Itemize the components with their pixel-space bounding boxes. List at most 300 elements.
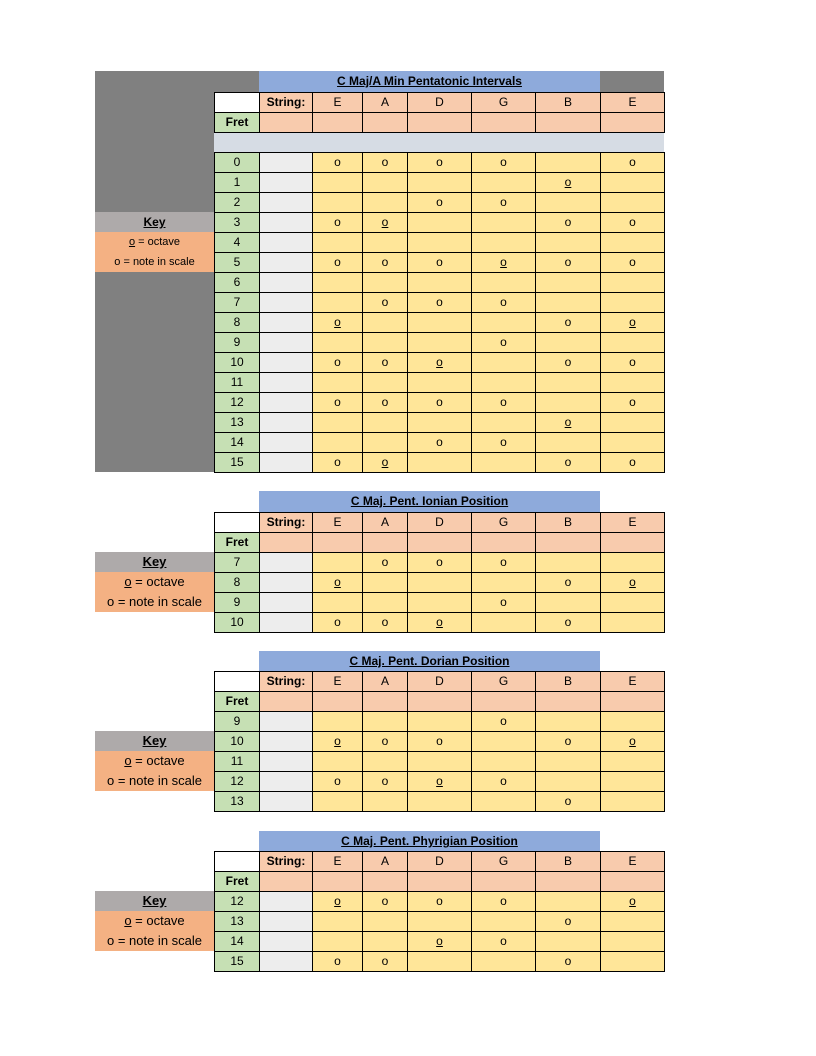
- note-cell: o: [407, 192, 472, 213]
- fret-number: 14: [214, 931, 260, 952]
- note-cell: [312, 172, 363, 193]
- note-cell: o: [312, 212, 363, 233]
- fret-number: 8: [214, 312, 260, 333]
- octave-symbol: o: [128, 236, 136, 248]
- separator-band: [214, 132, 664, 152]
- spacer-cell: [259, 392, 313, 413]
- note-cell: o: [471, 252, 536, 273]
- key-note: [95, 252, 214, 272]
- fret-number: 6: [214, 272, 260, 293]
- note-symbol: o: [114, 256, 121, 268]
- note-cell: [312, 592, 363, 613]
- fret-number: 12: [214, 771, 260, 792]
- note-cell: o: [535, 731, 601, 752]
- note-text: = note in scale: [120, 256, 195, 268]
- key-title: Key: [95, 891, 214, 911]
- note-cell: [362, 312, 408, 333]
- note-cell: o: [407, 152, 472, 173]
- string-name: E: [600, 92, 665, 113]
- note-cell: [362, 711, 408, 732]
- note-cell: o: [407, 771, 472, 792]
- note-cell: o: [407, 552, 472, 573]
- key-octave: [95, 232, 214, 252]
- note-cell: o: [362, 951, 408, 972]
- spacer-cell: [259, 951, 313, 972]
- note-cell: [471, 751, 536, 772]
- note-cell: [312, 911, 363, 932]
- note-cell: [600, 771, 665, 792]
- note-cell: o: [362, 731, 408, 752]
- note-cell: o: [407, 931, 472, 952]
- grey-panel-title-right: [599, 71, 664, 92]
- note-cell: [600, 612, 665, 633]
- note-cell: [407, 951, 472, 972]
- note-cell: o: [362, 612, 408, 633]
- spacer-cell: [259, 931, 313, 952]
- note-cell: [600, 552, 665, 573]
- note-cell: o: [535, 172, 601, 193]
- note-cell: [312, 432, 363, 453]
- octave-text: = octave: [131, 753, 185, 768]
- string-name: E: [600, 851, 665, 872]
- note-cell: [471, 572, 536, 593]
- note-cell: o: [535, 312, 601, 333]
- note-cell: [407, 751, 472, 772]
- note-cell: o: [312, 731, 363, 752]
- note-cell: [312, 711, 363, 732]
- note-cell: [407, 172, 472, 193]
- string-name: G: [471, 92, 536, 113]
- note-cell: [600, 751, 665, 772]
- note-cell: o: [600, 152, 665, 173]
- note-cell: o: [407, 731, 472, 752]
- note-cell: [600, 432, 665, 453]
- note-cell: o: [407, 252, 472, 273]
- key-title: Key: [95, 552, 214, 572]
- note-text: = note in scale: [114, 933, 203, 948]
- octave-symbol: o: [124, 753, 132, 768]
- fret-header-cell: [362, 532, 408, 553]
- fret-number: 13: [214, 911, 260, 932]
- note-cell: [407, 452, 472, 473]
- spacer-cell: [259, 891, 313, 912]
- spacer-cell: [259, 152, 313, 173]
- fret-number: 11: [214, 372, 260, 393]
- string-name: E: [600, 512, 665, 533]
- note-cell: [600, 412, 665, 433]
- note-cell: o: [535, 412, 601, 433]
- fret-header-cell: [471, 532, 536, 553]
- fret-number: 10: [214, 731, 260, 752]
- note-cell: [600, 272, 665, 293]
- note-cell: o: [600, 731, 665, 752]
- octave-symbol: o: [124, 913, 132, 928]
- note-cell: [312, 192, 363, 213]
- fret-number: 3: [214, 212, 260, 233]
- note-cell: o: [312, 352, 363, 373]
- note-cell: o: [535, 252, 601, 273]
- note-cell: o: [362, 552, 408, 573]
- fret-number: 0: [214, 152, 260, 173]
- fret-header-cell: [407, 532, 472, 553]
- fret-label: Fret: [214, 112, 260, 133]
- spacer-cell: [259, 711, 313, 732]
- key-note: [95, 592, 214, 612]
- note-cell: o: [600, 392, 665, 413]
- key-title: Key: [95, 731, 214, 751]
- fret-header-cell: [471, 871, 536, 892]
- fret-header-cell: [535, 112, 601, 133]
- note-cell: [312, 332, 363, 353]
- fret-header-cell: [259, 691, 313, 712]
- spacer-cell: [259, 272, 313, 293]
- note-cell: [535, 392, 601, 413]
- fret-header-cell: [312, 691, 363, 712]
- note-cell: o: [535, 452, 601, 473]
- string-label: String:: [259, 851, 313, 872]
- note-cell: [471, 172, 536, 193]
- note-cell: o: [362, 771, 408, 792]
- fret-header-cell: [312, 532, 363, 553]
- string-name: G: [471, 512, 536, 533]
- table-title: C Maj/A Min Pentatonic Intervals: [259, 71, 600, 92]
- note-text: = note in scale: [114, 773, 203, 788]
- note-cell: [312, 372, 363, 393]
- note-cell: [362, 751, 408, 772]
- note-cell: [312, 412, 363, 433]
- table-title: C Maj. Pent. Dorian Position: [259, 651, 600, 672]
- note-cell: o: [535, 791, 601, 812]
- fret-number: 7: [214, 292, 260, 313]
- note-cell: [471, 412, 536, 433]
- note-cell: [600, 911, 665, 932]
- note-cell: [535, 931, 601, 952]
- note-cell: [535, 552, 601, 573]
- note-cell: [535, 152, 601, 173]
- string-name: E: [312, 851, 363, 872]
- note-cell: [600, 192, 665, 213]
- note-cell: o: [471, 192, 536, 213]
- note-cell: [407, 372, 472, 393]
- string-name: G: [471, 851, 536, 872]
- note-cell: o: [407, 392, 472, 413]
- note-cell: o: [600, 452, 665, 473]
- octave-symbol: o: [124, 574, 132, 589]
- note-cell: [362, 592, 408, 613]
- fret-number: 9: [214, 711, 260, 732]
- note-cell: [535, 711, 601, 732]
- spacer-cell: [259, 552, 313, 573]
- fret-label: Fret: [214, 871, 260, 892]
- string-name: D: [407, 512, 472, 533]
- spacer-cell: [259, 592, 313, 613]
- note-cell: o: [407, 432, 472, 453]
- note-cell: [312, 232, 363, 253]
- spacer-cell: [259, 172, 313, 193]
- note-cell: [407, 332, 472, 353]
- note-symbol: o: [106, 773, 115, 788]
- key-note: [95, 771, 214, 791]
- note-cell: o: [362, 452, 408, 473]
- note-cell: o: [407, 891, 472, 912]
- fret-header-cell: [407, 112, 472, 133]
- note-cell: [312, 292, 363, 313]
- note-cell: o: [535, 572, 601, 593]
- note-cell: [600, 172, 665, 193]
- note-cell: o: [312, 612, 363, 633]
- note-cell: [600, 592, 665, 613]
- note-cell: [362, 432, 408, 453]
- note-text: = note in scale: [114, 594, 203, 609]
- note-cell: o: [471, 891, 536, 912]
- string-name: B: [535, 851, 601, 872]
- octave-text: = octave: [131, 574, 185, 589]
- fret-header-cell: [312, 112, 363, 133]
- note-cell: o: [312, 252, 363, 273]
- note-cell: [535, 592, 601, 613]
- note-cell: o: [362, 392, 408, 413]
- fret-header-cell: [535, 871, 601, 892]
- note-cell: o: [535, 911, 601, 932]
- note-cell: o: [312, 572, 363, 593]
- note-cell: o: [312, 452, 363, 473]
- string-name: A: [362, 851, 408, 872]
- spacer-cell: [259, 412, 313, 433]
- key-octave: [95, 911, 214, 931]
- note-cell: o: [600, 891, 665, 912]
- spacer-cell: [259, 751, 313, 772]
- fret-number: 13: [214, 791, 260, 812]
- note-cell: [407, 232, 472, 253]
- string-name: B: [535, 512, 601, 533]
- spacer-cell: [259, 572, 313, 593]
- note-cell: o: [471, 392, 536, 413]
- note-cell: [471, 312, 536, 333]
- note-cell: o: [312, 771, 363, 792]
- note-cell: [312, 272, 363, 293]
- note-cell: [600, 711, 665, 732]
- note-cell: o: [362, 212, 408, 233]
- note-cell: [535, 432, 601, 453]
- note-cell: o: [600, 312, 665, 333]
- note-cell: o: [600, 572, 665, 593]
- string-name: E: [312, 512, 363, 533]
- note-cell: [362, 272, 408, 293]
- table-title: C Maj. Pent. Ionian Position: [259, 491, 600, 512]
- fret-header-cell: [312, 871, 363, 892]
- fret-number: 12: [214, 392, 260, 413]
- note-cell: [471, 911, 536, 932]
- fret-number: 14: [214, 432, 260, 453]
- fret-label: Fret: [214, 691, 260, 712]
- note-cell: [471, 372, 536, 393]
- note-cell: o: [471, 332, 536, 353]
- note-cell: [407, 312, 472, 333]
- fret-header-cell: [362, 112, 408, 133]
- note-cell: o: [535, 612, 601, 633]
- spacer-cell: [259, 771, 313, 792]
- note-cell: [535, 751, 601, 772]
- fret-header-cell: [259, 871, 313, 892]
- spacer-cell: [259, 452, 313, 473]
- note-cell: [407, 791, 472, 812]
- note-cell: [535, 332, 601, 353]
- note-cell: [407, 572, 472, 593]
- fret-header-cell: [471, 112, 536, 133]
- note-cell: [471, 212, 536, 233]
- note-cell: [600, 931, 665, 952]
- table-title: C Maj. Pent. Phyrigian Position: [259, 831, 600, 852]
- note-cell: [535, 232, 601, 253]
- header-corner: [214, 512, 260, 533]
- note-cell: [471, 791, 536, 812]
- note-cell: o: [600, 212, 665, 233]
- note-cell: [535, 372, 601, 393]
- note-cell: [471, 731, 536, 752]
- note-cell: [362, 192, 408, 213]
- fret-number: 10: [214, 352, 260, 373]
- note-cell: o: [362, 352, 408, 373]
- spacer-cell: [259, 312, 313, 333]
- fret-number: 15: [214, 452, 260, 473]
- spacer-cell: [259, 332, 313, 353]
- fret-number: 4: [214, 232, 260, 253]
- spacer-cell: [259, 292, 313, 313]
- note-cell: o: [471, 152, 536, 173]
- note-cell: [471, 352, 536, 373]
- fret-header-cell: [259, 112, 313, 133]
- note-cell: o: [471, 292, 536, 313]
- string-name: A: [362, 671, 408, 692]
- note-cell: o: [312, 951, 363, 972]
- string-name: E: [600, 671, 665, 692]
- string-label: String:: [259, 512, 313, 533]
- note-cell: [535, 272, 601, 293]
- fret-number: 15: [214, 951, 260, 972]
- note-cell: [362, 931, 408, 952]
- note-cell: o: [362, 891, 408, 912]
- note-cell: [535, 292, 601, 313]
- note-cell: o: [600, 252, 665, 273]
- note-cell: [312, 552, 363, 573]
- note-cell: o: [600, 352, 665, 373]
- spacer-cell: [259, 232, 313, 253]
- spacer-cell: [259, 731, 313, 752]
- note-cell: [600, 232, 665, 253]
- fret-header-cell: [600, 871, 665, 892]
- string-label: String:: [259, 92, 313, 113]
- string-name: B: [535, 92, 601, 113]
- fret-number: 13: [214, 412, 260, 433]
- note-cell: [362, 791, 408, 812]
- note-cell: o: [362, 252, 408, 273]
- spacer-cell: [259, 192, 313, 213]
- fret-number: 2: [214, 192, 260, 213]
- fret-header-cell: [407, 691, 472, 712]
- note-cell: o: [471, 711, 536, 732]
- octave-text: = octave: [131, 913, 185, 928]
- note-cell: [362, 332, 408, 353]
- fret-header-cell: [535, 691, 601, 712]
- note-cell: [362, 372, 408, 393]
- spacer-cell: [259, 212, 313, 233]
- note-cell: [362, 572, 408, 593]
- fret-header-cell: [259, 532, 313, 553]
- fret-number: 9: [214, 592, 260, 613]
- fret-header-cell: [362, 871, 408, 892]
- note-symbol: o: [106, 933, 115, 948]
- note-cell: [407, 272, 472, 293]
- note-cell: [600, 951, 665, 972]
- note-cell: [407, 911, 472, 932]
- fret-number: 8: [214, 572, 260, 593]
- note-cell: [312, 931, 363, 952]
- octave-text: = octave: [135, 236, 181, 248]
- string-name: E: [312, 92, 363, 113]
- note-cell: [312, 791, 363, 812]
- note-cell: [471, 272, 536, 293]
- header-corner: [214, 92, 260, 113]
- header-corner: [214, 671, 260, 692]
- note-cell: [471, 612, 536, 633]
- string-name: B: [535, 671, 601, 692]
- note-cell: o: [471, 771, 536, 792]
- key-title: Key: [95, 212, 214, 232]
- note-cell: [471, 232, 536, 253]
- fret-number: 9: [214, 332, 260, 353]
- note-cell: [535, 891, 601, 912]
- note-cell: o: [471, 592, 536, 613]
- string-name: D: [407, 671, 472, 692]
- string-name: A: [362, 512, 408, 533]
- note-cell: o: [407, 352, 472, 373]
- note-cell: [535, 771, 601, 792]
- fret-header-cell: [600, 112, 665, 133]
- fret-header-cell: [362, 691, 408, 712]
- note-cell: [362, 412, 408, 433]
- spacer-cell: [259, 432, 313, 453]
- note-symbol: o: [106, 594, 115, 609]
- note-cell: [312, 751, 363, 772]
- note-cell: [471, 951, 536, 972]
- note-cell: [600, 332, 665, 353]
- note-cell: o: [407, 292, 472, 313]
- fret-header-cell: [471, 691, 536, 712]
- fret-number: 12: [214, 891, 260, 912]
- note-cell: [407, 412, 472, 433]
- note-cell: o: [535, 212, 601, 233]
- note-cell: o: [471, 931, 536, 952]
- fret-header-cell: [600, 691, 665, 712]
- note-cell: [600, 791, 665, 812]
- key-note: [95, 931, 214, 951]
- note-cell: [407, 711, 472, 732]
- note-cell: [600, 292, 665, 313]
- note-cell: o: [312, 312, 363, 333]
- note-cell: o: [535, 951, 601, 972]
- note-cell: o: [362, 292, 408, 313]
- string-name: A: [362, 92, 408, 113]
- note-cell: o: [471, 432, 536, 453]
- string-name: E: [312, 671, 363, 692]
- string-name: D: [407, 92, 472, 113]
- fret-number: 1: [214, 172, 260, 193]
- note-cell: [407, 592, 472, 613]
- fret-number: 7: [214, 552, 260, 573]
- spacer-cell: [259, 252, 313, 273]
- note-cell: [362, 172, 408, 193]
- note-cell: [600, 372, 665, 393]
